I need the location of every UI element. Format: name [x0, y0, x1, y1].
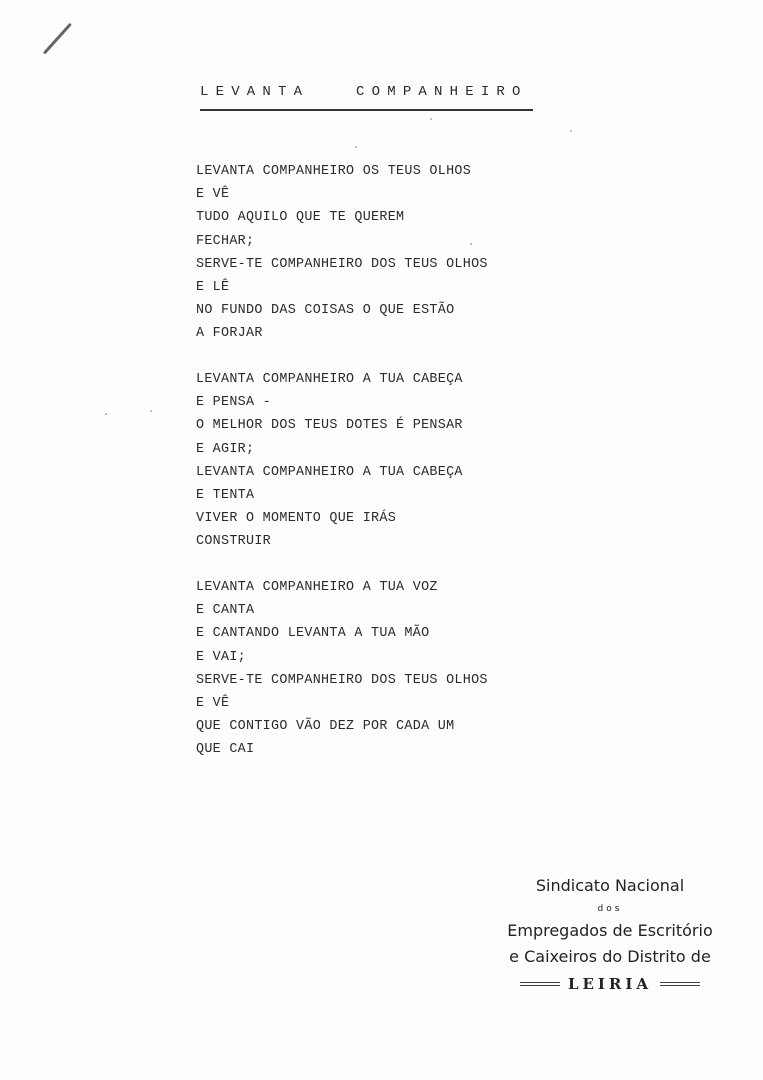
stamp-line-district: e Caixeiros do Distrito de: [509, 947, 711, 966]
poem-line: E LÊ: [196, 279, 230, 295]
poem-line: TUDO AQUILO QUE TE QUEREM: [196, 210, 405, 226]
union-stamp: [490, 872, 730, 998]
poem-line: VIVER O MOMENTO QUE IRÁS: [196, 511, 397, 527]
poem-line: FECHAR;: [196, 233, 255, 249]
stamp-line-union: Sindicato Nacional: [535, 876, 685, 895]
poem-line: SERVE-TE COMPANHEIRO DOS TEUS OLHOS: [196, 256, 488, 272]
document-title: LEVANTA COMPANHEIRO: [200, 84, 528, 100]
stamp-line-dos: dos: [597, 904, 623, 914]
poem-line: QUE CONTIGO VÃO DEZ POR CADA UM: [196, 719, 455, 735]
paper-speck: [470, 243, 472, 245]
poem-line: E VÊ: [196, 187, 230, 203]
poem-line: LEVANTA COMPANHEIRO A TUA CABEÇA: [196, 372, 463, 387]
poem-line: O MELHOR DOS TEUS DOTES É PENSAR: [196, 418, 463, 434]
poem-line: E AGIR;: [196, 441, 255, 457]
poem-line: A FORJAR: [196, 326, 263, 342]
poem-body: [196, 160, 488, 762]
paper-speck: [105, 413, 107, 415]
poem-line: E TENTA: [196, 487, 255, 503]
poem-line: E CANTANDO LEVANTA A TUA MÃO: [196, 626, 430, 642]
poem-line: E VAI;: [196, 649, 247, 665]
poem-line: QUE CAI: [196, 742, 255, 758]
paper-speck: [570, 130, 572, 132]
poem-line: CONSTRUIR: [196, 534, 272, 550]
poem-line: LEVANTA COMPANHEIRO OS TEUS OLHOS: [196, 164, 472, 179]
title-underline: [200, 109, 533, 111]
pen-stroke-mark: [43, 23, 72, 55]
stamp-city: LEIRIA: [567, 975, 653, 993]
paper-speck: [150, 410, 152, 412]
poem-line: E VÊ: [196, 695, 230, 711]
poem-line: E PENSA -: [196, 395, 272, 411]
stanza-3: [196, 576, 488, 762]
stanza-1: [196, 160, 488, 346]
poem-line: E CANTA: [196, 603, 255, 619]
paper-speck: [355, 146, 357, 148]
double-rule-left: [520, 982, 560, 986]
poem-line: NO FUNDO DAS COISAS O QUE ESTÃO: [196, 303, 455, 319]
paper-speck: [430, 118, 432, 120]
double-rule-right: [660, 982, 700, 986]
poem-line: SERVE-TE COMPANHEIRO DOS TEUS OLHOS: [196, 672, 488, 688]
poem-line: LEVANTA COMPANHEIRO A TUA CABEÇA: [196, 464, 463, 480]
stamp-line-employees: Empregados de Escritório: [507, 921, 713, 940]
poem-line: LEVANTA COMPANHEIRO A TUA VOZ: [196, 580, 438, 595]
stanza-2: [196, 368, 488, 554]
stamp-city-row: [490, 970, 730, 998]
